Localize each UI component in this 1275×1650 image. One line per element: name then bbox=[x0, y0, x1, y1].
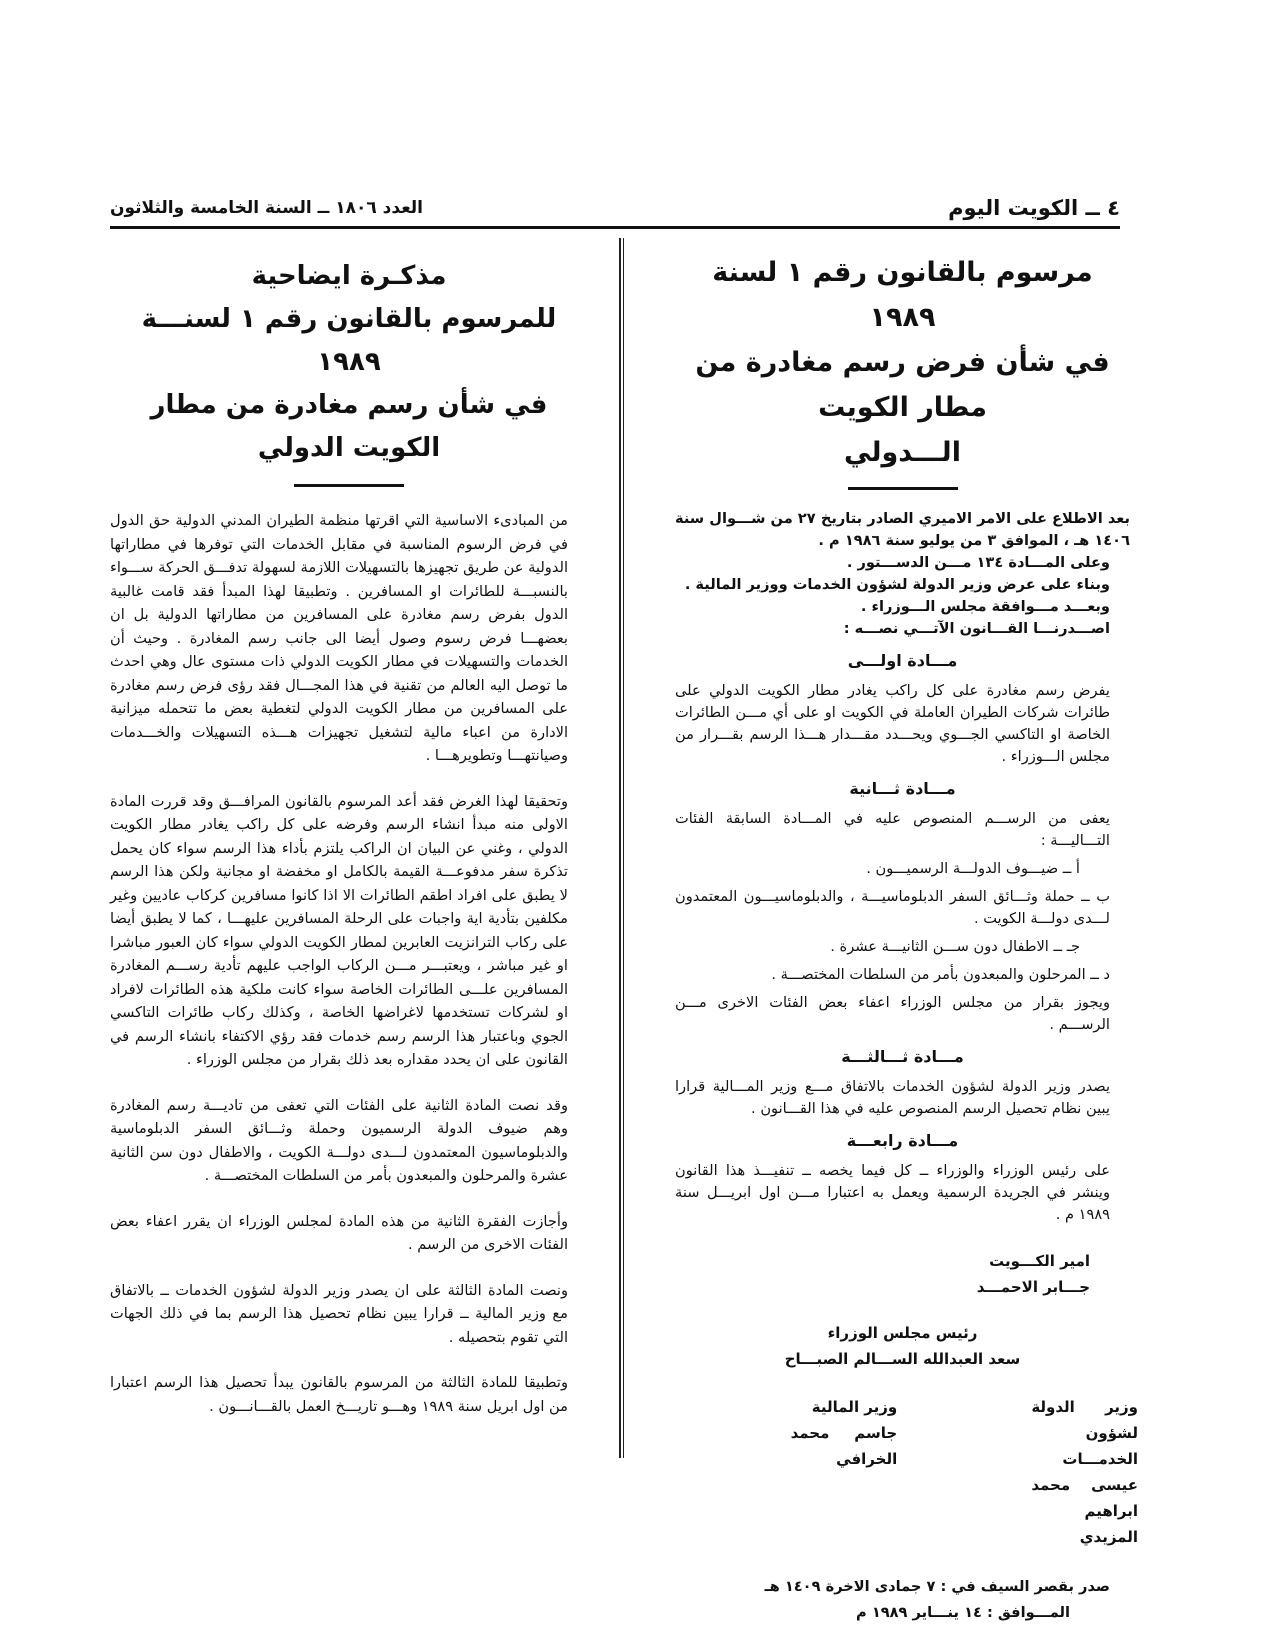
article-heading: مـــادة رابعـــة bbox=[846, 1131, 959, 1150]
memo-title-line: في شأن رسم مغادرة من مطار الكويت الدولي bbox=[150, 390, 548, 463]
decree-column bbox=[675, 250, 1138, 1626]
issued-line: صدر بقصر السيف في : ٧ جمادى الاخرة ١٤٠٩ هـ bbox=[764, 1578, 1110, 1595]
pm-title: رئيس مجلس الوزراء bbox=[827, 1324, 978, 1342]
memo-paragraph: ونصت المادة الثالثة على ان يصدر وزير الدولة لشؤون الخدمات ــ بالاتفاق مع وزير المالية ــ قرارا يبين نظام تحصيل هذا الرسم بما في ذلك الجهات التي تقوم بتحصيله . bbox=[110, 1281, 568, 1346]
minister-name: جاسم محمد الخرافي bbox=[790, 1424, 898, 1468]
minister-title: وزير الدولة لشؤون الخدمـــات bbox=[1031, 1398, 1138, 1468]
article-paragraph: ويجوز بقرار من مجلس الوزراء اعفاء بعض الفئات الاخرى مـــن الرســـم . bbox=[675, 994, 1110, 1033]
decree-title-line: مرسوم بالقانون رقم ١ لسنة ١٩٨٩ bbox=[712, 257, 1093, 333]
article-heading: مـــادة ثـــالثـــة bbox=[841, 1047, 964, 1066]
running-header bbox=[110, 196, 1120, 229]
memo-body bbox=[110, 509, 588, 1418]
decree-title-line: الـــدولي bbox=[844, 437, 961, 468]
exemption-item: جـ ــ الاطفال دون ســـن الثانيـــة عشرة . bbox=[830, 938, 1080, 955]
memo-paragraph: وقد نصت المادة الثانية على الفئات التي تعفى من تاديـــة رسم المغادرة وهم ضيوف الدولة الرسميون وحملة وثـــائق السفر الدبلوماسية والدبلوماسيون المعتمدون لـــدى دولـــة الكويت ، والاطفال دون سن الثانية عشرة والمرحلون والمبعدون بأمر من السلطات المختصـــة . bbox=[110, 1096, 568, 1184]
memo-paragraph: وتحقيقا لهذا الغرض فقد أعد المرسوم بالقانون المرافـــق وقد قررت المادة الاولى منه مبدأ انشاء الرسم وفرضه على كل راكب يغادر مطار الكويت الدولي ، وغني عن البيان ان الراكب يلتزم بأداء هذا الرسم سواء كان يحمل تذكرة سفر مدفوعـــة القيمة بالكامل او مخفضة او مجانية ولكن هذا الرسم لا يطبق على افراد اطقم الطائرات الا اذا كانوا مسافرين كركاب عاديين وغير مكلفين بتأدية اية واجبات على الرحلة المسافرين عليهـــا ، كما لا يطبق أيضا على ركاب الترانزيت العابرين لمطار الكويت الدولي سواء كان العبور مباشرا او غير مباشر ، ويعتبـــر مـــن الركاب الواجب عليهم تأدية رســـم المغادرة المسافرين علـــى الطائرات الخاصة سواء كانت ملكية هذه الطائرات لافراد او لشركات تستخدمها لاغراضها الخاصة ، وكذلك ركاب طائرات التاكسي الجوي وباعتبار هذا الرسم رسم خدمات فقد رؤي الاكتفاء بانشاء الرسم في القانون على ان يحدد مقداره بعد ذلك بقرار من مجلس الوزراء . bbox=[110, 792, 568, 1068]
preamble-line: وعلى المـــادة ١٣٤ مـــن الدســـتور . bbox=[846, 554, 1110, 571]
article-paragraph: يعفى من الرســـم المنصوص عليه في المـــادة السابقة الفئات التـــاليـــة : bbox=[675, 810, 1110, 849]
decree-title bbox=[675, 250, 1130, 475]
amir-name: جـــابر الاحمـــد bbox=[976, 1278, 1090, 1296]
issued-line: المـــوافق : ١٤ ينـــاير ١٩٨٩ م bbox=[856, 1604, 1070, 1621]
decree-title-line: في شأن فرض رسم مغادرة من مطار الكويت bbox=[695, 347, 1110, 423]
minister-signature bbox=[675, 1394, 897, 1550]
memo-paragraph: وأجازت الفقرة الثانية من هذه المادة لمجلس الوزراء ان يقرر اعفاء بعض الفئات الاخرى من الرسم . bbox=[110, 1212, 568, 1253]
memo-paragraph: من المبادىء الاساسية التي اقرتها منظمة الطيران المدني الدولية حق الدول في فرض الرسوم المناسبة في مقابل الخدمات التي توفرها في مطاراتها الدولية عن طريق تجهيزها بالتسهيلات اللازمة لسهولة تدفـــق الحركة ســـواء بالنسبـــة للطائرات او المسافرين . وتطبيقا لهذا المبدأ فقد قامت غالبية الدول بفرض رسم مغادرة على المسافرين من مطاراتها الدولية بل ان بعضهـــا فرض رسوم وصول أيضا الى جانب رسم المغادرة . وحيث أن الخدمات والتسهيلات في مطار الكويت الدولي ذات مستوى عال وهي احدث ما توصل اليه العالم من تقنية في هذا المجـــال فقد رؤى فرض رسم مغادرة على المسافرين من مطار الكويت الدولي لتغطية بعض ما تتحمله ميزانية الادارة من اعباء مالية لتشغيل تجهيزات هـــذه التسهيلات والخـــدمات وصيانتهـــا وتطويرهـــا . bbox=[110, 512, 568, 764]
exemption-item: أ ــ ضيـــوف الدولـــة الرسميـــون . bbox=[866, 860, 1080, 877]
issue-label: العدد ١٨٠٦ ــ السنة الخامسة والثلاثون bbox=[110, 198, 424, 218]
minister-name: عيسى محمد ابراهيم المزيدي bbox=[1031, 1476, 1138, 1546]
article-heading: مـــادة ثـــانية bbox=[849, 779, 956, 798]
memo-title-line: للمرسوم بالقانون رقم ١ لسنـــة ١٩٨٩ bbox=[141, 304, 557, 377]
preamble-line: وبناء على عرض وزير الدولة لشؤون الخدمات ووزير المالية . bbox=[684, 576, 1110, 593]
pm-signature bbox=[675, 1320, 1130, 1372]
issue-date-block bbox=[675, 1574, 1130, 1626]
article-heading: مـــادة اولـــى bbox=[847, 651, 958, 670]
decree-body bbox=[675, 508, 1130, 1226]
page-label: ٤ ــ الكويت اليوم bbox=[948, 196, 1120, 220]
article-paragraph: يصدر وزير الدولة لشؤون الخدمات بالاتفاق مـــع وزير المـــالية قرارا يبين نظام تحصيل الرسم المنصوص عليه في هذا القـــانون . bbox=[675, 1078, 1110, 1117]
preamble-line: اصـــدرنـــا القـــانون الآتـــي نصـــه : bbox=[843, 620, 1110, 637]
title-underline bbox=[294, 484, 404, 487]
memo-paragraph: وتطبيقا للمادة الثالثة من المرسوم بالقانون يبدأ تحصيل هذا الرسم اعتبارا من اول ابريل سنة ١٩٨٩ وهـــو تاريـــخ العمل بالقـــانـــون . bbox=[110, 1374, 568, 1415]
preamble-line: وبعـــد مـــوافقة مجلس الـــوزراء . bbox=[860, 598, 1110, 615]
exemption-item: ب ــ حملة وثـــائق السفر الدبلوماسيـــة ، والدبلوماسيـــون المعتمدون لـــدى دولـــة الكويت . bbox=[675, 888, 1110, 927]
article-paragraph: على رئيس الوزراء والوزراء ــ كل فيما يخصه ــ تنفيـــذ هذا القانون وينشر في الجريدة الرسمية ويعمل به اعتبارا مـــن اول ابريـــل سنة ١٩٨٩ م . bbox=[675, 1162, 1110, 1223]
article-paragraph: يفرض رسم مغادرة على كل راكب يغادر مطار الكويت الدولي على طائرات شركات الطيران العاملة في الكويت او على أي مـــن الطائرات الخاصة او التاكسي الجـــوي ويحـــدد مقـــدار هـــذا الرسم بقـــرار من مجلس الـــوزراء . bbox=[675, 682, 1110, 765]
title-underline bbox=[848, 487, 958, 490]
preamble-line: بعد الاطلاع على الامر الاميري الصادر بتاريخ ٢٧ من شـــوال سنة ١٤٠٦ هـ ، الموافق ٣ من يوليو سنة ١٩٨٦ م . bbox=[675, 510, 1131, 549]
memo-title-line: مذكـرة ايضاحية bbox=[251, 261, 447, 291]
minister-signatures bbox=[675, 1394, 1138, 1550]
memo-title bbox=[110, 255, 588, 470]
minister-signature bbox=[916, 1394, 1138, 1550]
memo-column bbox=[110, 255, 588, 1418]
pm-name: سعد العبدالله الســـالم الصبـــاح bbox=[784, 1350, 1021, 1368]
amir-signature bbox=[675, 1248, 1130, 1300]
amir-title: امير الكـــويت bbox=[989, 1252, 1090, 1270]
exemption-item: د ــ المرحلون والمبعدون بأمر من السلطات المختصـــة . bbox=[771, 966, 1110, 983]
column-divider bbox=[619, 238, 624, 1458]
minister-title: وزير المالية bbox=[811, 1398, 898, 1416]
